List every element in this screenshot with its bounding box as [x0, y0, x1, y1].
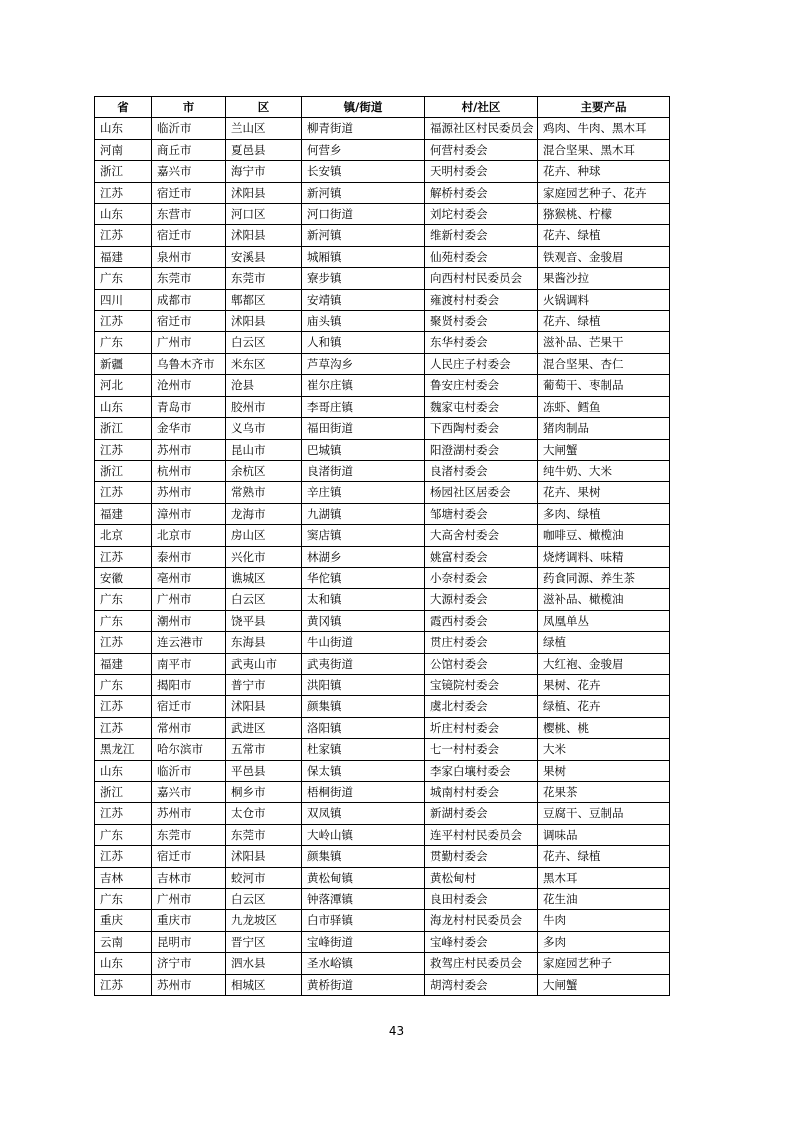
province-cell: 新疆 — [95, 353, 152, 374]
city-cell: 东莞市 — [152, 824, 226, 845]
products-cell: 滋补品、橄榄油 — [538, 589, 670, 610]
province-cell: 浙江 — [95, 418, 152, 439]
district-cell: 沭阳县 — [226, 696, 302, 717]
header-province: 省 — [95, 97, 152, 118]
district-cell: 东海县 — [226, 632, 302, 653]
town-cell: 良渚街道 — [302, 460, 425, 481]
products-cell: 混合坚果、黑木耳 — [538, 139, 670, 160]
town-cell: 新河镇 — [302, 182, 425, 203]
city-cell: 亳州市 — [152, 567, 226, 588]
city-cell: 揭阳市 — [152, 674, 226, 695]
table-row — [95, 439, 670, 460]
city-cell: 连云港市 — [152, 632, 226, 653]
district-cell: 沭阳县 — [226, 225, 302, 246]
town-cell: 辛庄镇 — [302, 482, 425, 503]
city-cell: 重庆市 — [152, 910, 226, 931]
district-cell: 余杭区 — [226, 460, 302, 481]
table-row — [95, 931, 670, 952]
products-cell: 花卉、绿植 — [538, 311, 670, 332]
village-cell: 人民庄子村委会 — [425, 353, 538, 374]
table-row — [95, 311, 670, 332]
district-cell: 胶州市 — [226, 396, 302, 417]
village-cell: 邹塘村委会 — [425, 503, 538, 524]
table-row — [95, 567, 670, 588]
table-row — [95, 717, 670, 738]
village-cell: 阳澄湖村委会 — [425, 439, 538, 460]
city-cell: 东莞市 — [152, 268, 226, 289]
province-cell: 浙江 — [95, 161, 152, 182]
table-row — [95, 653, 670, 674]
village-cell: 贯庄村委会 — [425, 632, 538, 653]
city-cell: 广州市 — [152, 332, 226, 353]
products-cell: 黑木耳 — [538, 867, 670, 888]
village-cell: 维新村委会 — [425, 225, 538, 246]
table-row — [95, 118, 670, 139]
products-cell: 牛肉 — [538, 910, 670, 931]
city-cell: 济宁市 — [152, 953, 226, 974]
header-village: 村/社区 — [425, 97, 538, 118]
district-cell: 沭阳县 — [226, 182, 302, 203]
district-cell: 河口区 — [226, 204, 302, 225]
village-cell: 大源村委会 — [425, 589, 538, 610]
town-cell: 钟落潭镇 — [302, 889, 425, 910]
district-cell: 桐乡市 — [226, 782, 302, 803]
district-cell: 常熟市 — [226, 482, 302, 503]
table-row — [95, 225, 670, 246]
table-row — [95, 782, 670, 803]
header-town: 镇/街道 — [302, 97, 425, 118]
table-row — [95, 589, 670, 610]
district-cell: 米东区 — [226, 353, 302, 374]
village-cell: 大高舍村委会 — [425, 525, 538, 546]
province-cell: 河南 — [95, 139, 152, 160]
town-cell: 长安镇 — [302, 161, 425, 182]
table-row — [95, 139, 670, 160]
city-cell: 昆明市 — [152, 931, 226, 952]
province-cell: 山东 — [95, 204, 152, 225]
products-cell: 花果茶 — [538, 782, 670, 803]
table-row — [95, 525, 670, 546]
city-cell: 临沂市 — [152, 118, 226, 139]
province-cell: 江苏 — [95, 696, 152, 717]
table-row — [95, 546, 670, 567]
town-cell: 窦店镇 — [302, 525, 425, 546]
table-row — [95, 696, 670, 717]
town-cell: 宝峰街道 — [302, 931, 425, 952]
products-cell: 猕猴桃、柠檬 — [538, 204, 670, 225]
province-cell: 山东 — [95, 118, 152, 139]
village-cell: 连平村村民委员会 — [425, 824, 538, 845]
village-cell: 下西陶村委会 — [425, 418, 538, 439]
village-cell: 宝镜院村委会 — [425, 674, 538, 695]
province-cell: 江苏 — [95, 311, 152, 332]
district-cell: 兰山区 — [226, 118, 302, 139]
product-table — [94, 96, 670, 996]
town-cell: 芦草沟乡 — [302, 353, 425, 374]
table-row — [95, 482, 670, 503]
city-cell: 南平市 — [152, 653, 226, 674]
products-cell: 药食同源、养生茶 — [538, 567, 670, 588]
district-cell: 平邑县 — [226, 760, 302, 781]
village-cell: 东华村委会 — [425, 332, 538, 353]
table-header — [95, 97, 670, 118]
town-cell: 何营乡 — [302, 139, 425, 160]
city-cell: 青岛市 — [152, 396, 226, 417]
city-cell: 杭州市 — [152, 460, 226, 481]
town-cell: 武夷街道 — [302, 653, 425, 674]
products-cell: 花生油 — [538, 889, 670, 910]
city-cell: 苏州市 — [152, 439, 226, 460]
province-cell: 江苏 — [95, 439, 152, 460]
table-row — [95, 396, 670, 417]
town-cell: 人和镇 — [302, 332, 425, 353]
header-city: 市 — [152, 97, 226, 118]
village-cell: 救驾庄村民委员会 — [425, 953, 538, 974]
district-cell: 东莞市 — [226, 824, 302, 845]
town-cell: 河口街道 — [302, 204, 425, 225]
town-cell: 安靖镇 — [302, 289, 425, 310]
province-cell: 广东 — [95, 332, 152, 353]
products-cell: 家庭园艺种子 — [538, 953, 670, 974]
village-cell: 李家白壤村委会 — [425, 760, 538, 781]
province-cell: 江苏 — [95, 546, 152, 567]
town-cell: 洛阳镇 — [302, 717, 425, 738]
village-cell: 魏家屯村委会 — [425, 396, 538, 417]
city-cell: 宿迁市 — [152, 696, 226, 717]
products-cell: 火锅调料 — [538, 289, 670, 310]
town-cell: 颜集镇 — [302, 696, 425, 717]
city-cell: 乌鲁木齐市 — [152, 353, 226, 374]
district-cell: 晋宁区 — [226, 931, 302, 952]
village-cell: 虞北村委会 — [425, 696, 538, 717]
products-cell: 冻虾、鳕鱼 — [538, 396, 670, 417]
village-cell: 海龙村村民委员会 — [425, 910, 538, 931]
district-cell: 白云区 — [226, 589, 302, 610]
products-cell: 混合坚果、杏仁 — [538, 353, 670, 374]
city-cell: 潮州市 — [152, 610, 226, 631]
town-cell: 新河镇 — [302, 225, 425, 246]
province-cell: 福建 — [95, 246, 152, 267]
table-row — [95, 760, 670, 781]
town-cell: 李哥庄镇 — [302, 396, 425, 417]
products-cell: 樱桃、桃 — [538, 717, 670, 738]
table-row — [95, 418, 670, 439]
city-cell: 宿迁市 — [152, 311, 226, 332]
city-cell: 成都市 — [152, 289, 226, 310]
village-cell: 良田村委会 — [425, 889, 538, 910]
city-cell: 宿迁市 — [152, 182, 226, 203]
village-cell: 圻庄村村委会 — [425, 717, 538, 738]
province-cell: 江苏 — [95, 717, 152, 738]
district-cell: 龙海市 — [226, 503, 302, 524]
province-cell: 山东 — [95, 760, 152, 781]
village-cell: 黄松甸村 — [425, 867, 538, 888]
province-cell: 广东 — [95, 268, 152, 289]
products-cell: 大米 — [538, 739, 670, 760]
table-row — [95, 268, 670, 289]
district-cell: 沭阳县 — [226, 846, 302, 867]
products-cell: 纯牛奶、大米 — [538, 460, 670, 481]
products-cell: 绿植、花卉 — [538, 696, 670, 717]
header-district: 区 — [226, 97, 302, 118]
village-cell: 鲁安庄村委会 — [425, 375, 538, 396]
district-cell: 安溪县 — [226, 246, 302, 267]
products-cell: 滋补品、芒果干 — [538, 332, 670, 353]
village-cell: 贯勤村委会 — [425, 846, 538, 867]
table-row — [95, 889, 670, 910]
village-cell: 姚富村委会 — [425, 546, 538, 567]
products-cell: 调味品 — [538, 824, 670, 845]
district-cell: 饶平县 — [226, 610, 302, 631]
products-cell: 家庭园艺种子、花卉 — [538, 182, 670, 203]
table-row — [95, 803, 670, 824]
table-row — [95, 846, 670, 867]
province-cell: 广东 — [95, 824, 152, 845]
city-cell: 广州市 — [152, 589, 226, 610]
town-cell: 黄桥街道 — [302, 974, 425, 995]
province-cell: 江苏 — [95, 846, 152, 867]
village-cell: 向西村村民委员会 — [425, 268, 538, 289]
village-cell: 聚贤村委会 — [425, 311, 538, 332]
products-cell: 果树 — [538, 760, 670, 781]
village-cell: 良渚村委会 — [425, 460, 538, 481]
city-cell: 东营市 — [152, 204, 226, 225]
city-cell: 北京市 — [152, 525, 226, 546]
table-row — [95, 161, 670, 182]
town-cell: 庙头镇 — [302, 311, 425, 332]
province-cell: 黑龙江 — [95, 739, 152, 760]
city-cell: 商丘市 — [152, 139, 226, 160]
city-cell: 苏州市 — [152, 482, 226, 503]
province-cell: 四川 — [95, 289, 152, 310]
table-row — [95, 953, 670, 974]
province-cell: 浙江 — [95, 460, 152, 481]
province-cell: 河北 — [95, 375, 152, 396]
products-cell: 花卉、种球 — [538, 161, 670, 182]
products-cell: 果树、花卉 — [538, 674, 670, 695]
products-cell: 豆腐干、豆制品 — [538, 803, 670, 824]
village-cell: 七一村村委会 — [425, 739, 538, 760]
province-cell: 广东 — [95, 589, 152, 610]
village-cell: 仙苑村委会 — [425, 246, 538, 267]
products-cell: 大闸蟹 — [538, 974, 670, 995]
table-row — [95, 610, 670, 631]
village-cell: 小奈村委会 — [425, 567, 538, 588]
province-cell: 广东 — [95, 674, 152, 695]
page-number: 43 — [388, 1024, 405, 1038]
table-row — [95, 632, 670, 653]
village-cell: 新湖村委会 — [425, 803, 538, 824]
district-cell: 东莞市 — [226, 268, 302, 289]
city-cell: 沧州市 — [152, 375, 226, 396]
province-cell: 福建 — [95, 503, 152, 524]
town-cell: 圣水峪镇 — [302, 953, 425, 974]
city-cell: 常州市 — [152, 717, 226, 738]
town-cell: 寮步镇 — [302, 268, 425, 289]
products-cell: 烧烤调料、味精 — [538, 546, 670, 567]
town-cell: 城厢镇 — [302, 246, 425, 267]
province-cell: 山东 — [95, 953, 152, 974]
province-cell: 广东 — [95, 889, 152, 910]
table-row — [95, 182, 670, 203]
town-cell: 福田街道 — [302, 418, 425, 439]
district-cell: 九龙坡区 — [226, 910, 302, 931]
district-cell: 太仓市 — [226, 803, 302, 824]
village-cell: 城南村村委会 — [425, 782, 538, 803]
products-cell: 绿植 — [538, 632, 670, 653]
table-row — [95, 824, 670, 845]
table-row — [95, 246, 670, 267]
products-cell: 多肉 — [538, 931, 670, 952]
district-cell: 郫都区 — [226, 289, 302, 310]
products-cell: 鸡肉、牛肉、黑木耳 — [538, 118, 670, 139]
district-cell: 蛟河市 — [226, 867, 302, 888]
table-row — [95, 739, 670, 760]
header-products: 主要产品 — [538, 97, 670, 118]
header-row — [95, 97, 670, 118]
province-cell: 江苏 — [95, 482, 152, 503]
province-cell: 江苏 — [95, 182, 152, 203]
town-cell: 白市驿镇 — [302, 910, 425, 931]
products-cell: 葡萄干、枣制品 — [538, 375, 670, 396]
village-cell: 宝峰村委会 — [425, 931, 538, 952]
products-cell: 多肉、绿植 — [538, 503, 670, 524]
city-cell: 宿迁市 — [152, 225, 226, 246]
village-cell: 雍渡村村委会 — [425, 289, 538, 310]
city-cell: 苏州市 — [152, 974, 226, 995]
village-cell: 杨园社区居委会 — [425, 482, 538, 503]
table-row — [95, 910, 670, 931]
village-cell: 刘坨村委会 — [425, 204, 538, 225]
town-cell: 黄松甸镇 — [302, 867, 425, 888]
town-cell: 洪阳镇 — [302, 674, 425, 695]
village-cell: 胡湾村委会 — [425, 974, 538, 995]
district-cell: 沧县 — [226, 375, 302, 396]
table-row — [95, 375, 670, 396]
village-cell: 何营村委会 — [425, 139, 538, 160]
town-cell: 九湖镇 — [302, 503, 425, 524]
province-cell: 重庆 — [95, 910, 152, 931]
district-cell: 夏邑县 — [226, 139, 302, 160]
district-cell: 义乌市 — [226, 418, 302, 439]
products-cell: 花卉、果树 — [538, 482, 670, 503]
village-cell: 公馆村委会 — [425, 653, 538, 674]
products-cell: 花卉、绿植 — [538, 225, 670, 246]
district-cell: 五常市 — [226, 739, 302, 760]
town-cell: 华佗镇 — [302, 567, 425, 588]
village-cell: 福源社区村民委员会 — [425, 118, 538, 139]
district-cell: 沭阳县 — [226, 311, 302, 332]
province-cell: 吉林 — [95, 867, 152, 888]
products-cell: 花卉、绿植 — [538, 846, 670, 867]
province-cell: 安徽 — [95, 567, 152, 588]
town-cell: 大岭山镇 — [302, 824, 425, 845]
district-cell: 相城区 — [226, 974, 302, 995]
village-cell: 霞西村委会 — [425, 610, 538, 631]
town-cell: 双凤镇 — [302, 803, 425, 824]
table-row — [95, 332, 670, 353]
district-cell: 普宁市 — [226, 674, 302, 695]
table-row — [95, 289, 670, 310]
town-cell: 牛山街道 — [302, 632, 425, 653]
district-cell: 昆山市 — [226, 439, 302, 460]
city-cell: 宿迁市 — [152, 846, 226, 867]
province-cell: 云南 — [95, 931, 152, 952]
province-cell: 浙江 — [95, 782, 152, 803]
table-row — [95, 353, 670, 374]
village-cell: 天明村委会 — [425, 161, 538, 182]
district-cell: 海宁市 — [226, 161, 302, 182]
town-cell: 杜家镇 — [302, 739, 425, 760]
district-cell: 武夷山市 — [226, 653, 302, 674]
town-cell: 颜集镇 — [302, 846, 425, 867]
district-cell: 白云区 — [226, 332, 302, 353]
products-cell: 大红袍、金骏眉 — [538, 653, 670, 674]
city-cell: 广州市 — [152, 889, 226, 910]
district-cell: 泗水县 — [226, 953, 302, 974]
city-cell: 嘉兴市 — [152, 782, 226, 803]
city-cell: 泰州市 — [152, 546, 226, 567]
province-cell: 江苏 — [95, 632, 152, 653]
city-cell: 嘉兴市 — [152, 161, 226, 182]
district-cell: 房山区 — [226, 525, 302, 546]
town-cell: 柳青街道 — [302, 118, 425, 139]
district-cell: 武进区 — [226, 717, 302, 738]
province-cell: 山东 — [95, 396, 152, 417]
table-row — [95, 974, 670, 995]
town-cell: 黄冈镇 — [302, 610, 425, 631]
village-cell: 解桥村委会 — [425, 182, 538, 203]
products-cell: 猪肉制品 — [538, 418, 670, 439]
products-cell: 凤凰单丛 — [538, 610, 670, 631]
town-cell: 巴城镇 — [302, 439, 425, 460]
city-cell: 哈尔滨市 — [152, 739, 226, 760]
town-cell: 林湖乡 — [302, 546, 425, 567]
province-cell: 江苏 — [95, 225, 152, 246]
province-cell: 福建 — [95, 653, 152, 674]
table-row — [95, 204, 670, 225]
district-cell: 谯城区 — [226, 567, 302, 588]
city-cell: 苏州市 — [152, 803, 226, 824]
district-cell: 兴化市 — [226, 546, 302, 567]
products-cell: 铁观音、金骏眉 — [538, 246, 670, 267]
city-cell: 漳州市 — [152, 503, 226, 524]
province-cell: 广东 — [95, 610, 152, 631]
city-cell: 临沂市 — [152, 760, 226, 781]
province-cell: 北京 — [95, 525, 152, 546]
province-cell: 江苏 — [95, 974, 152, 995]
products-cell: 大闸蟹 — [538, 439, 670, 460]
district-cell: 白云区 — [226, 889, 302, 910]
table-row — [95, 460, 670, 481]
city-cell: 吉林市 — [152, 867, 226, 888]
town-cell: 太和镇 — [302, 589, 425, 610]
province-cell: 江苏 — [95, 803, 152, 824]
products-cell: 咖啡豆、橄榄油 — [538, 525, 670, 546]
table-row — [95, 503, 670, 524]
city-cell: 金华市 — [152, 418, 226, 439]
table-row — [95, 674, 670, 695]
table-row — [95, 867, 670, 888]
city-cell: 泉州市 — [152, 246, 226, 267]
town-cell: 保太镇 — [302, 760, 425, 781]
town-cell: 崔尔庄镇 — [302, 375, 425, 396]
products-cell: 果酱沙拉 — [538, 268, 670, 289]
town-cell: 梧桐街道 — [302, 782, 425, 803]
table-body — [95, 118, 670, 996]
